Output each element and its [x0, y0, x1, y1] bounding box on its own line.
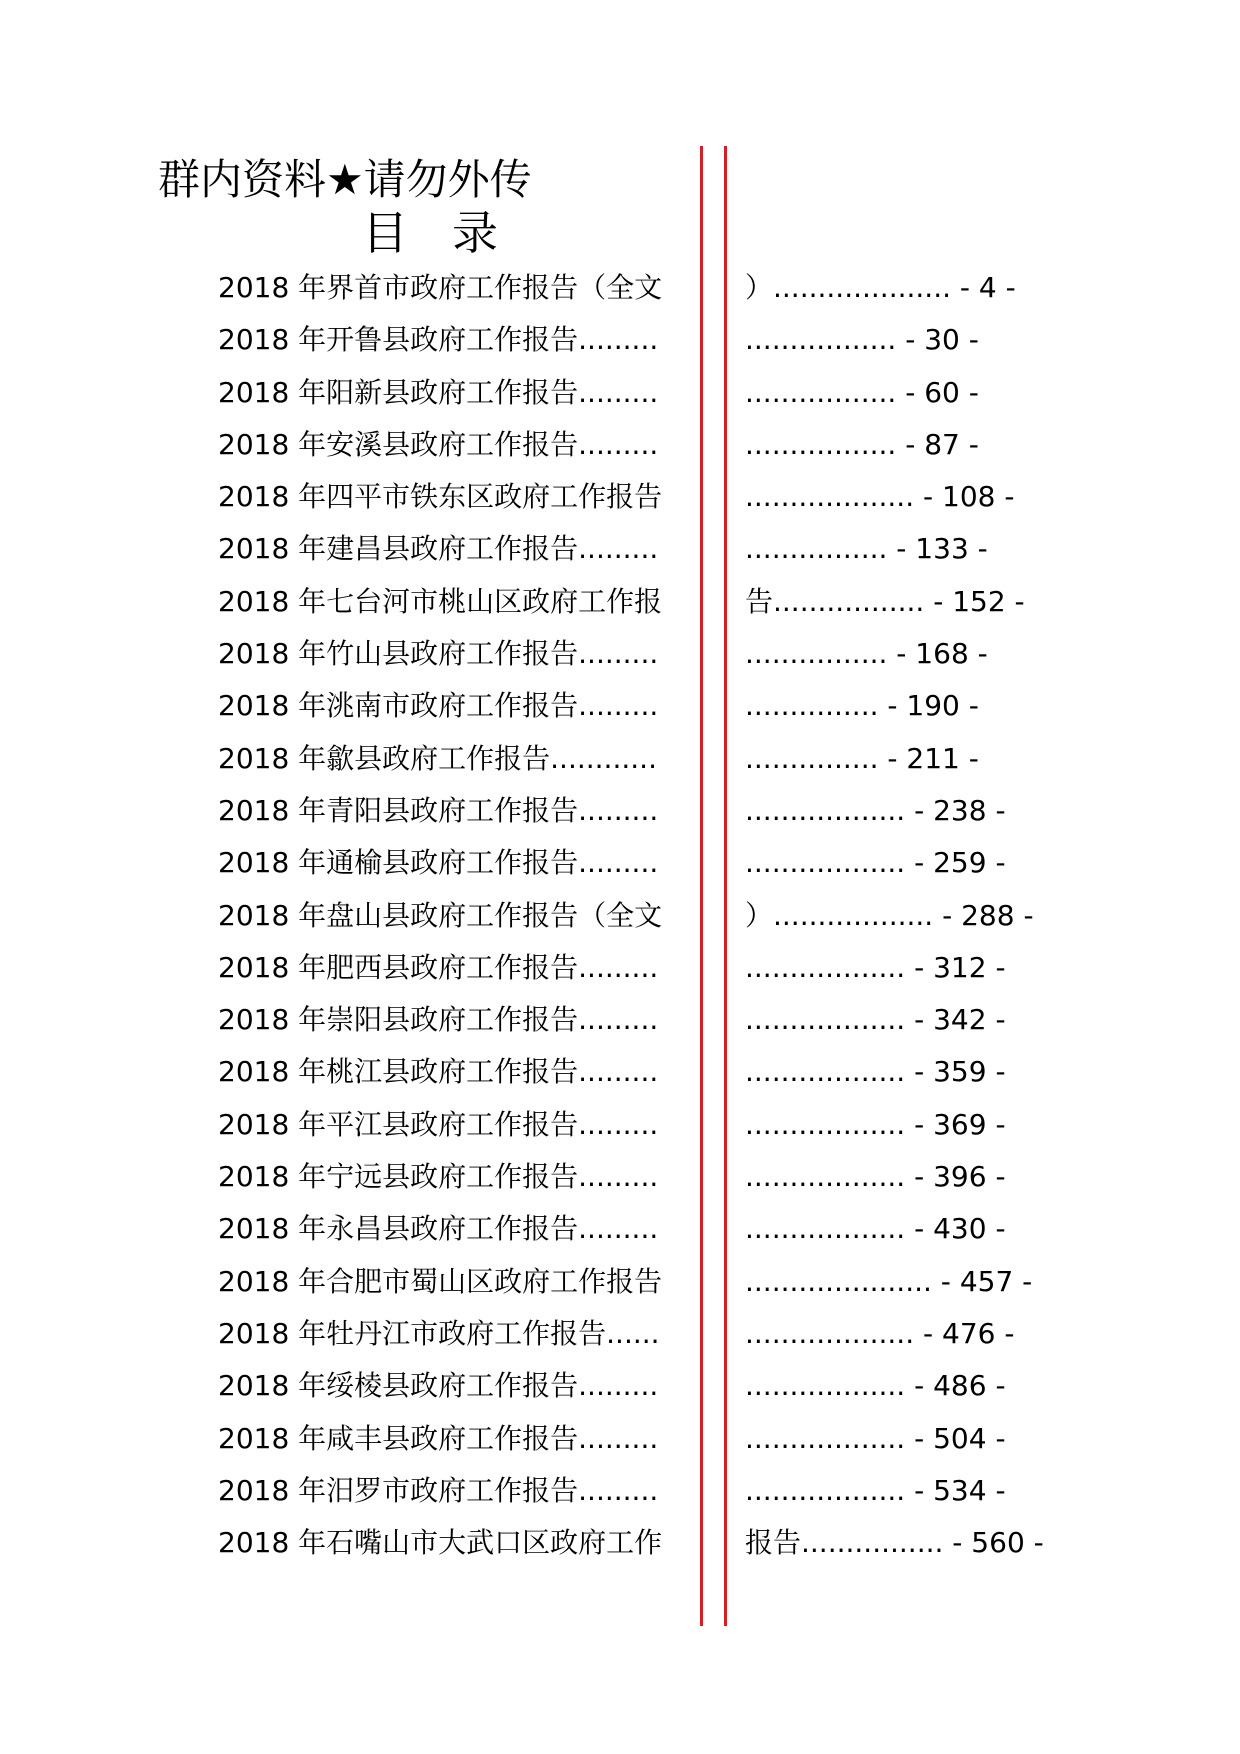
toc-entry-page: .................. - 359 - — [745, 1055, 1006, 1089]
toc-entry-page: .................. - 486 - — [745, 1369, 1006, 1403]
toc-entry-title: 2018 年盘山县政府工作报告（全文 — [218, 898, 663, 932]
toc-entry[interactable] — [0, 314, 1240, 366]
toc-entry-title: 2018 年桃江县政府工作报告......... — [218, 1055, 659, 1089]
toc-entry-title: 2018 年崇阳县政府工作报告......... — [218, 1003, 659, 1037]
toc-entry[interactable] — [0, 523, 1240, 575]
toc-entry-page: .................. - 396 - — [745, 1160, 1006, 1194]
toc-entry-title: 2018 年咸丰县政府工作报告......... — [218, 1421, 659, 1455]
toc-entry-title: 2018 年开鲁县政府工作报告......... — [218, 323, 659, 357]
toc-entry-page: .................. - 534 - — [745, 1473, 1006, 1507]
toc-entry-page: ............... - 211 - — [745, 741, 979, 775]
toc-entry[interactable] — [0, 262, 1240, 314]
toc-entry-title: 2018 年石嘴山市大武口区政府工作 — [218, 1526, 663, 1560]
toc-entry[interactable] — [0, 367, 1240, 419]
toc-entry-title: 2018 年竹山县政府工作报告......... — [218, 637, 659, 671]
toc-entry[interactable] — [0, 1046, 1240, 1098]
toc-entry-title: 2018 年宁远县政府工作报告......... — [218, 1160, 659, 1194]
toc-entry-title: 2018 年绥棱县政府工作报告......... — [218, 1369, 659, 1403]
toc-entry[interactable] — [0, 785, 1240, 837]
toc-entry-page: ）.................. - 288 - — [745, 898, 1034, 932]
toc-entry[interactable] — [0, 733, 1240, 785]
toc-entry[interactable] — [0, 471, 1240, 523]
toc-entry-page: .................. - 342 - — [745, 1003, 1006, 1037]
toc-entry-page: ................ - 133 - — [745, 532, 988, 566]
toc-entry-title: 2018 年牡丹江市政府工作报告...... — [218, 1316, 660, 1350]
toc-entry-title: 2018 年肥西县政府工作报告......... — [218, 950, 659, 984]
toc-entry[interactable] — [0, 994, 1240, 1046]
toc-entry-page: ................. - 30 - — [745, 323, 979, 357]
toc-entry-title: 2018 年七台河市桃山区政府工作报 — [218, 584, 663, 618]
toc-entry-title: 2018 年阳新县政府工作报告......... — [218, 375, 659, 409]
toc-entry[interactable] — [0, 628, 1240, 680]
toc-entry-page: 报告................ - 560 - — [745, 1526, 1044, 1560]
toc-entry-page: ................. - 60 - — [745, 375, 979, 409]
toc-entry[interactable] — [0, 576, 1240, 628]
toc-entry-page: .................. - 238 - — [745, 793, 1006, 827]
toc-entry[interactable] — [0, 1413, 1240, 1465]
toc-entry-title: 2018 年合肥市蜀山区政府工作报告 — [218, 1264, 663, 1298]
toc-entry[interactable] — [0, 680, 1240, 732]
toc-entry[interactable] — [0, 1360, 1240, 1412]
toc-entry-page: 告................. - 152 - — [745, 584, 1025, 618]
toc-entry[interactable] — [0, 1517, 1240, 1569]
toc-entry-title: 2018 年平江县政府工作报告......... — [218, 1107, 659, 1141]
toc-entry-page: .................. - 259 - — [745, 846, 1006, 880]
toc-entry-page: ................. - 87 - — [745, 427, 979, 461]
toc-entry-title: 2018 年四平市铁东区政府工作报告 — [218, 480, 663, 514]
toc-entry-page: .................. - 369 - — [745, 1107, 1006, 1141]
toc-entry-title: 2018 年永昌县政府工作报告......... — [218, 1212, 659, 1246]
toc-entry[interactable] — [0, 890, 1240, 942]
toc-list — [0, 262, 1240, 1569]
toc-entry-page: ..................... - 457 - — [745, 1264, 1033, 1298]
toc-entry[interactable] — [0, 1465, 1240, 1517]
toc-entry-page: .................. - 312 - — [745, 950, 1006, 984]
toc-entry-title: 2018 年歙县政府工作报告............ — [218, 741, 657, 775]
toc-entry-page: ............... - 190 - — [745, 689, 979, 723]
toc-entry-title: 2018 年通榆县政府工作报告......... — [218, 846, 659, 880]
toc-entry-title: 2018 年建昌县政府工作报告......... — [218, 532, 659, 566]
toc-entry[interactable] — [0, 942, 1240, 994]
toc-entry[interactable] — [0, 1099, 1240, 1151]
page-title: 群内资料★请勿外传 — [158, 155, 532, 204]
toc-entry-title: 2018 年安溪县政府工作报告......... — [218, 427, 659, 461]
toc-entry-title: 2018 年洮南市政府工作报告......... — [218, 689, 659, 723]
toc-entry[interactable] — [0, 1308, 1240, 1360]
toc-entry-page: ................... - 476 - — [745, 1316, 1015, 1350]
toc-entry-page: ）.................... - 4 - — [745, 271, 1016, 304]
toc-entry-title: 2018 年青阳县政府工作报告......... — [218, 793, 659, 827]
toc-entry[interactable] — [0, 1256, 1240, 1308]
toc-entry-title: 2018 年界首市政府工作报告（全文 — [218, 271, 663, 304]
toc-entry[interactable] — [0, 837, 1240, 889]
toc-entry[interactable] — [0, 419, 1240, 471]
toc-entry-page: ................ - 168 - — [745, 637, 988, 671]
toc-entry[interactable] — [0, 1151, 1240, 1203]
toc-entry[interactable] — [0, 1203, 1240, 1255]
toc-heading: 目录 — [362, 206, 542, 260]
toc-entry-page: .................. - 504 - — [745, 1421, 1006, 1455]
toc-entry-page: .................. - 430 - — [745, 1212, 1006, 1246]
toc-entry-title: 2018 年汨罗市政府工作报告......... — [218, 1473, 659, 1507]
toc-entry-page: ................... - 108 - — [745, 480, 1015, 514]
